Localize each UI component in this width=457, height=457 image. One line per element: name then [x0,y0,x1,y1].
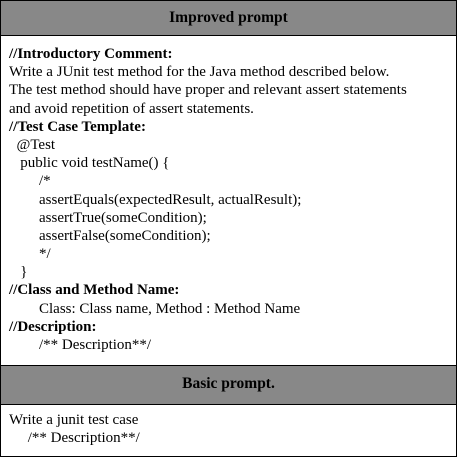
section-heading: //Introductory Comment: [9,46,173,62]
prompt-line: /** Description**/ [9,430,140,447]
prompt-line: Write a JUnit test method for the Java method described below. [9,64,390,81]
prompt-line: Write a junit test case [9,412,139,428]
improved-prompt-header: Improved prompt [1,1,456,36]
improved-prompt-body [9,45,450,354]
prompt-line: */ [9,246,51,263]
basic-prompt-header: Basic prompt. [1,365,456,405]
prompt-line: Class: Class name, Method : Method Name [9,300,301,317]
prompt-line: and avoid repetition of assert statements. [9,100,254,117]
basic-prompt-body [9,411,450,447]
prompt-line: /* [9,173,51,190]
section-heading: //Class and Method Name: [9,282,180,299]
prompt-line: assertEquals(expectedResult, actualResult); [9,191,302,208]
prompt-line: assertFalse(someCondition); [9,227,211,244]
prompt-line: The test method should have proper and relevant assert statements [9,82,407,99]
prompt-line: } [9,264,28,281]
prompt-line: /** Description**/ [9,337,152,353]
section-heading: //Test Case Template: [9,118,146,135]
prompt-line: @Test [9,136,56,153]
prompt-line: public void testName() { [9,155,170,172]
prompt-line: assertTrue(someCondition); [9,209,207,226]
section-heading: //Description: [9,318,97,335]
